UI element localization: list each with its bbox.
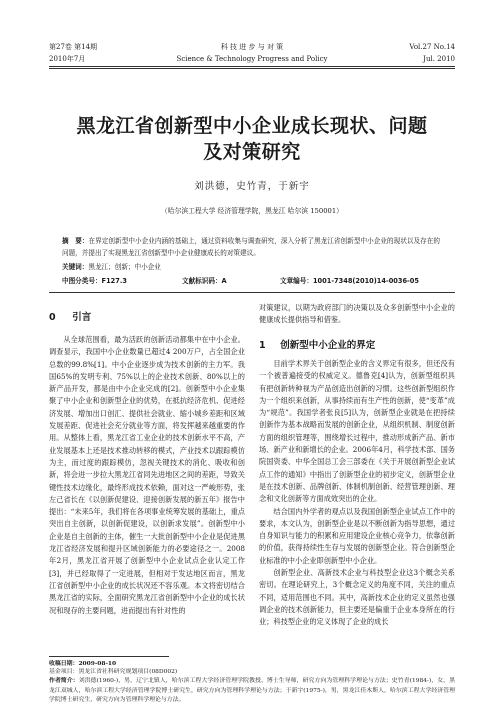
document-code: 文献标识码：A — [182, 277, 227, 285]
article-number: 文章编号：1001-7348(2010)14-0036-05 — [280, 277, 419, 285]
abstract-text: 在界定创新型中小企业内涵的基础上，通过资料收集与调查研究，深入分析了黑龙江省创新型中小企业的现状以及存在的问题，并提出了实现黑龙江省创新型中小企业健康成长的对策建议。 — [62, 237, 440, 257]
clc-number: 中图分类号：F127.3 — [62, 277, 127, 285]
section-1-title: 创新型中小企业的界定 — [280, 340, 376, 351]
fund-project: 基金项目：黑龙江省社科研究规划项目(08D002) — [49, 669, 178, 676]
abstract — [62, 236, 440, 259]
keywords-label: 关键词： — [62, 263, 89, 271]
right-column-intro — [259, 302, 455, 328]
header-rule-thin — [49, 68, 455, 69]
intro-paragraph: 从全球范围看，最为活跃的创新活动都集中在中小企业。调查显示，我国中小企业数量已超过4 200万户，占全国企业总数的99.8%[1]。中小企业逐步成为技术创新的主力军。我国65%的发明专利、75%以上的企业技术创新、80%以上的新产品开发，都是由中小企业完成的[2]。创新型中小企业集聚了中小企业和创新型企业的优势，在抵抗经济危机、促进经济发展、增加出口创汇、提供社会就业、缩小城乡差距和区域发展差距、促进社会充分就业等方面，将发挥越来越重要的作用。从整体上看，黑龙江省工业企业的技术创新水平不高，产业发展基本上还是技术推动转移的模式，产业技术以跟踪模仿为主，而过度的跟踪模仿，忽视关键技术的消化、吸收和创新，将会进一步拉大黑龙江省同先进地区之间的差距，导致关键性技术边缘化，最终形成技术依赖，面对这一严峻形势，张左己省长在《以创新促建设、迎接创新发展的新五年》报告中提出：“未来5年，我们将在各项事业统筹发展的基础上，重点突出自主创新，以创新促建设，以创新求发展”。创新型中小企业是自主创新的主体，催生一大批创新型中小企业是促进黑龙江省经济发展和提升区域创新能力的必要途径之一。2008年2月，黑龙江省开展了创新型中小企业试点企业认定工作[3]，并已经取得了一定进展，但相对于发达地区而言，黑龙江省创新型中小企业的成长状况还不容乐观。本文将密切结合黑龙江省的实际，全面研究黑龙江省创新型中小企业的成长状况和现存的主要问题，进而提出有针对性的 — [49, 335, 245, 615]
issue-label: 第27卷 第14期 — [49, 43, 98, 51]
definition-paragraph-1: 目前学术界关于创新型企业的含义界定有很多，但还没有一个被普遍接受的权威定义。德鲁克[4]认为，创新型组织具有把创新转种视为产品创造出创新的习惯。这些创新型组织作为一个组织来创新，从事持续而有生产性的创新，使“变革”成为“规范”。我国学者张良[5]认为，创新型企业就是在把持续创新作为基本战略而发展的创新企业，从组织机制、制度创新方面的组织管理等，围绕增长过程中，推动形成新产品、新市场、新产业和新增长的企业。2006年4月，科学技术部、国务院国资委、中华全国总工会三部委在《关于开展创新型企业试点工作的通知》中指出了创新型企业的初步定义，创新型企业是在技术创新、品牌创新、体制机制创新、经营管理创新、理念和文化创新等方面成效突出的企业。 — [259, 359, 455, 504]
definition-paragraph-2: 结合国内外学者的观点以及我国创新型企业试点工作中的要求，本文认为，创新型企业是以不断创新为指导思想，通过自身知识与能力的积累和应用建设企业核心竞争力，依靠创新的价值，获得持续性生存与发展的创新型企业。符合创新型企业标准的中小企业即创新型中小企业。 — [259, 506, 455, 565]
volume-en-label: Vol.27 No.14 — [409, 43, 455, 51]
section-1-heading — [259, 340, 375, 352]
author-bio — [49, 677, 455, 705]
paper-title-line2: 及对策研究 — [203, 141, 301, 163]
section-0-heading — [49, 312, 91, 324]
footnote-rule — [49, 656, 169, 657]
right-column — [259, 358, 455, 652]
paper-title-line1: 黑龙江省创新型中小企业成长现状、问题 — [76, 115, 428, 137]
header-rule — [49, 66, 455, 67]
intro-continuation: 对策建议，以期为政府部门的决策以及众多创新型中小企业的健康成长提供指导和借鉴。 — [259, 303, 455, 325]
author-list: 刘洪德，史竹青，于新宇 — [194, 181, 310, 192]
abstract-rule — [49, 292, 455, 293]
left-column — [49, 334, 245, 652]
journal-title-cn: 科 技 进 步 与 对 策 — [220, 43, 284, 51]
abstract-label: 摘 要： — [62, 237, 89, 245]
journal-title-en: Science & Technology Progress and Policy — [176, 55, 328, 63]
keywords-text: 黑龙江；创新；中小企业 — [88, 263, 161, 271]
author-bio-text: 刘洪德(1960-)，男，辽宁北镇人，哈尔滨工程大学经济管理学院教授、博士生导师，研究方向为管理科学理论与方法；史竹青(1984-)，女，黑龙江双城人，哈尔滨工程大学经济管理学院博士研究生，研究方向为管理科学理论与方法；于新宇(1975-)，男，黑龙江佳木斯人，哈尔滨工程大学经济管理学院博士研究生，研究方向为管理科学理论与方法。 — [49, 678, 456, 703]
section-1-number: 1 — [259, 340, 266, 351]
definition-paragraph-3: 创新型企业、高新技术企业与科技型企业这3个概念关系密切。在理论研究上，3个概念定义的角度不同，关注的重点不同，适用范围也不同。其中，高新技术企业的定义虽然也强调企业的技术创新能力，但主要还是偏重于企业本身所在的行业；科技型企业的定义体现了企业的成长 — [259, 568, 455, 627]
footnotes — [49, 659, 455, 705]
section-0-number: 0 — [49, 312, 56, 323]
keywords — [62, 262, 440, 274]
author-bio-label: 作者简介： — [49, 678, 79, 685]
received-date: 收稿日期：2009-08-10 — [49, 660, 117, 667]
date-cn-label: 2010年7月 — [49, 55, 86, 63]
affiliation: （哈尔滨工程大学 经济管理学院，黑龙江 哈尔滨 150001） — [161, 207, 343, 215]
date-en-label: Jul. 2010 — [423, 55, 455, 63]
section-0-title: 引言 — [72, 312, 92, 323]
